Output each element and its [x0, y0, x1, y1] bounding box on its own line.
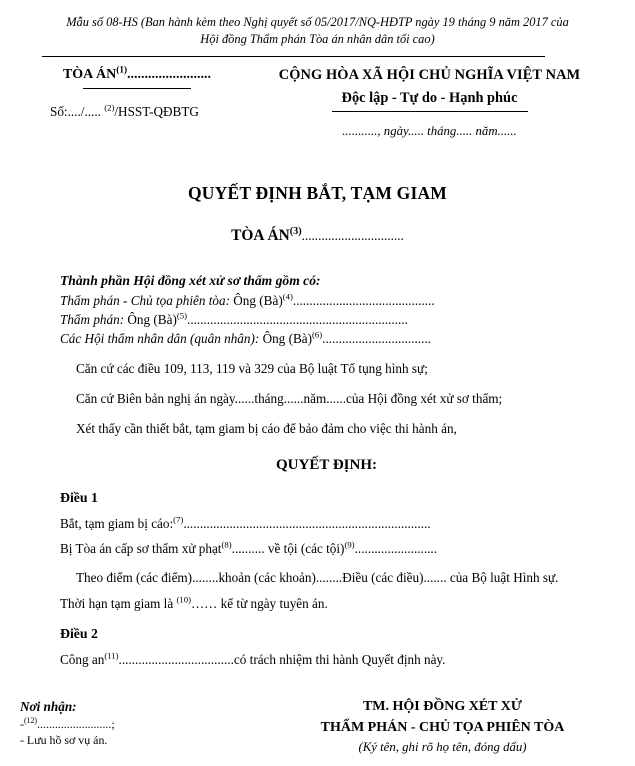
panel-member-person-label: Ông (Bà): [124, 311, 177, 327]
recipient-item: - Lưu hồ sơ vụ án.: [20, 733, 108, 748]
article-1-sentence-footnote-ref: (8): [221, 539, 232, 550]
article-2-heading: Điều 2: [60, 626, 98, 642]
header-divider-rule: [42, 56, 545, 57]
article-1-detention-term-label: Thời hạn tạm giam là: [60, 595, 177, 611]
grounds-paragraph-3: Xét thấy cần thiết bắt, tạm giam bị cáo để bảo đảm cho việc thi hành án,: [76, 420, 457, 436]
recipients-block: [20, 698, 268, 749]
article-1-offence-footnote-ref: (9): [344, 539, 355, 550]
panel-heading: Thành phần Hội đồng xét xử sơ thẩm gồm có:: [60, 272, 321, 288]
article-1-detention-term-line: [42, 595, 611, 612]
panel-member-footnote-ref: (4): [282, 291, 293, 302]
recipients-title: Nơi nhận:: [20, 699, 77, 715]
panel-member-row: [42, 311, 611, 328]
issuing-court-footnote-ref: (1): [116, 64, 128, 75]
panel-member-footnote-ref: (5): [176, 310, 188, 321]
masthead-right-column: [246, 66, 613, 140]
article-1-defendant-footnote-ref: (7): [173, 514, 184, 525]
document-number-prefix: Số:..../.....: [50, 103, 101, 119]
panel-member-person-label: Ông (Bà): [259, 331, 313, 347]
document-number-line: [28, 103, 246, 120]
article-1-offence-dotted-blank: .........................: [354, 541, 438, 557]
article-2-police-dotted-blank: ...................................: [118, 652, 234, 668]
deciding-court-footnote-ref: (3): [289, 226, 302, 238]
panel-member-footnote-ref: (6): [312, 329, 323, 340]
issuing-court-dotted-blank: ........................: [127, 67, 212, 83]
page-title: QUYẾT ĐỊNH BẮT, TẠM GIAM: [187, 183, 448, 204]
recipient-dotted-blank: .........................;: [37, 716, 115, 731]
recipient-item: [20, 717, 268, 733]
national-motto-underline: [332, 111, 528, 112]
panel-member-person-label: Ông (Bà): [229, 292, 283, 308]
article-1-sentence-line: [42, 540, 611, 557]
panel-member-dotted-blank: .................................: [322, 331, 431, 347]
deciding-court-dotted-blank: ...............................: [301, 228, 404, 244]
signature-role: THẨM PHÁN - CHỦ TỌA PHIÊN TÒA: [320, 719, 565, 735]
panel-member-role: Các Hội thẩm nhân dân (quân nhân):: [60, 331, 260, 347]
document-number-footnote-ref: (2): [104, 102, 115, 113]
panel-member-role: Thẩm phán:: [60, 311, 125, 327]
article-1-defendant-dotted-blank: ...........................................................................: [183, 515, 431, 531]
signature-block: [268, 698, 617, 756]
article-1-detention-term-footnote-ref: (10): [176, 594, 191, 605]
article-1-defendant-line: [42, 515, 611, 532]
recipient-footnote-ref: (12): [23, 715, 38, 725]
issuing-court-line: [28, 66, 246, 84]
recipient-dash: -: [20, 716, 24, 731]
masthead-left-column: [28, 66, 246, 120]
deciding-court-line: [0, 226, 635, 246]
document-body: [0, 272, 635, 669]
signature-authority: TM. HỘI ĐỒNG XÉT XỬ: [362, 699, 523, 715]
signature-instruction: (Ký tên, ghi rõ họ tên, đóng dấu): [358, 740, 527, 755]
document-number-suffix: /HSST-QĐBTG: [114, 103, 199, 119]
form-code-line2: Hội đồng Thẩm phán Tòa án nhân dân tối cao): [200, 32, 435, 47]
issuing-court-underline: [83, 88, 191, 89]
place-date-line: ..........., ngày..... tháng..... năm......: [342, 124, 517, 139]
article-2-police-line: [42, 651, 611, 668]
article-2-police-suffix: có trách nhiệm thi hành Quyết định này.: [233, 652, 446, 668]
article-2-police-footnote-ref: (11): [104, 650, 119, 661]
national-name: CỘNG HÒA XÃ HỘI CHỦ NGHĨA VIỆT NAM: [278, 67, 581, 84]
panel-member-row: [42, 330, 611, 347]
article-1-offence-label: .......... về tội (các tội): [231, 541, 345, 557]
article-1-heading: Điều 1: [60, 489, 98, 505]
deciding-court-label: TÒA ÁN: [231, 227, 290, 245]
form-code-header: [38, 14, 597, 48]
grounds-paragraph-2: Căn cứ Biên bản nghị án ngày......tháng......năm......của Hội đồng xét xử sơ thẩm;: [76, 390, 503, 406]
article-1-code-reference-line: Theo điểm (các điểm)........khoản (các khoản)........Điều (các điều)....... của Bộ luật Hình sự.: [76, 569, 559, 585]
document-footer: [0, 698, 635, 756]
panel-member-dotted-blank: ...................................................................: [187, 311, 408, 327]
panel-member-row: [42, 292, 611, 309]
masthead: [0, 66, 635, 140]
panel-member-dotted-blank: ...........................................: [292, 292, 435, 308]
article-1-defendant-label: Bắt, tạm giam bị cáo:: [60, 515, 174, 531]
grounds-paragraph-1: Căn cứ các điều 109, 113, 119 và 329 của Bộ luật Tố tụng hình sự;: [76, 360, 428, 376]
national-motto: Độc lập - Tự do - Hạnh phúc: [341, 90, 518, 107]
article-1-sentence-label: Bị Tòa án cấp sơ thẩm xử phạt: [60, 541, 222, 557]
issuing-court-label: TÒA ÁN: [62, 67, 117, 83]
decide-heading: QUYẾT ĐỊNH:: [276, 456, 377, 473]
panel-member-role: Thẩm phán - Chủ tọa phiên tòa:: [60, 292, 230, 308]
article-1-detention-term-suffix: …… kể từ ngày tuyên án.: [190, 595, 328, 611]
article-2-police-label: Công an: [60, 652, 105, 668]
form-code-line1: Mẫu số 08-HS (Ban hành kèm theo Nghị quyết số 05/2017/NQ-HĐTP ngày 19 tháng 9 năm 2017 của: [66, 15, 569, 29]
